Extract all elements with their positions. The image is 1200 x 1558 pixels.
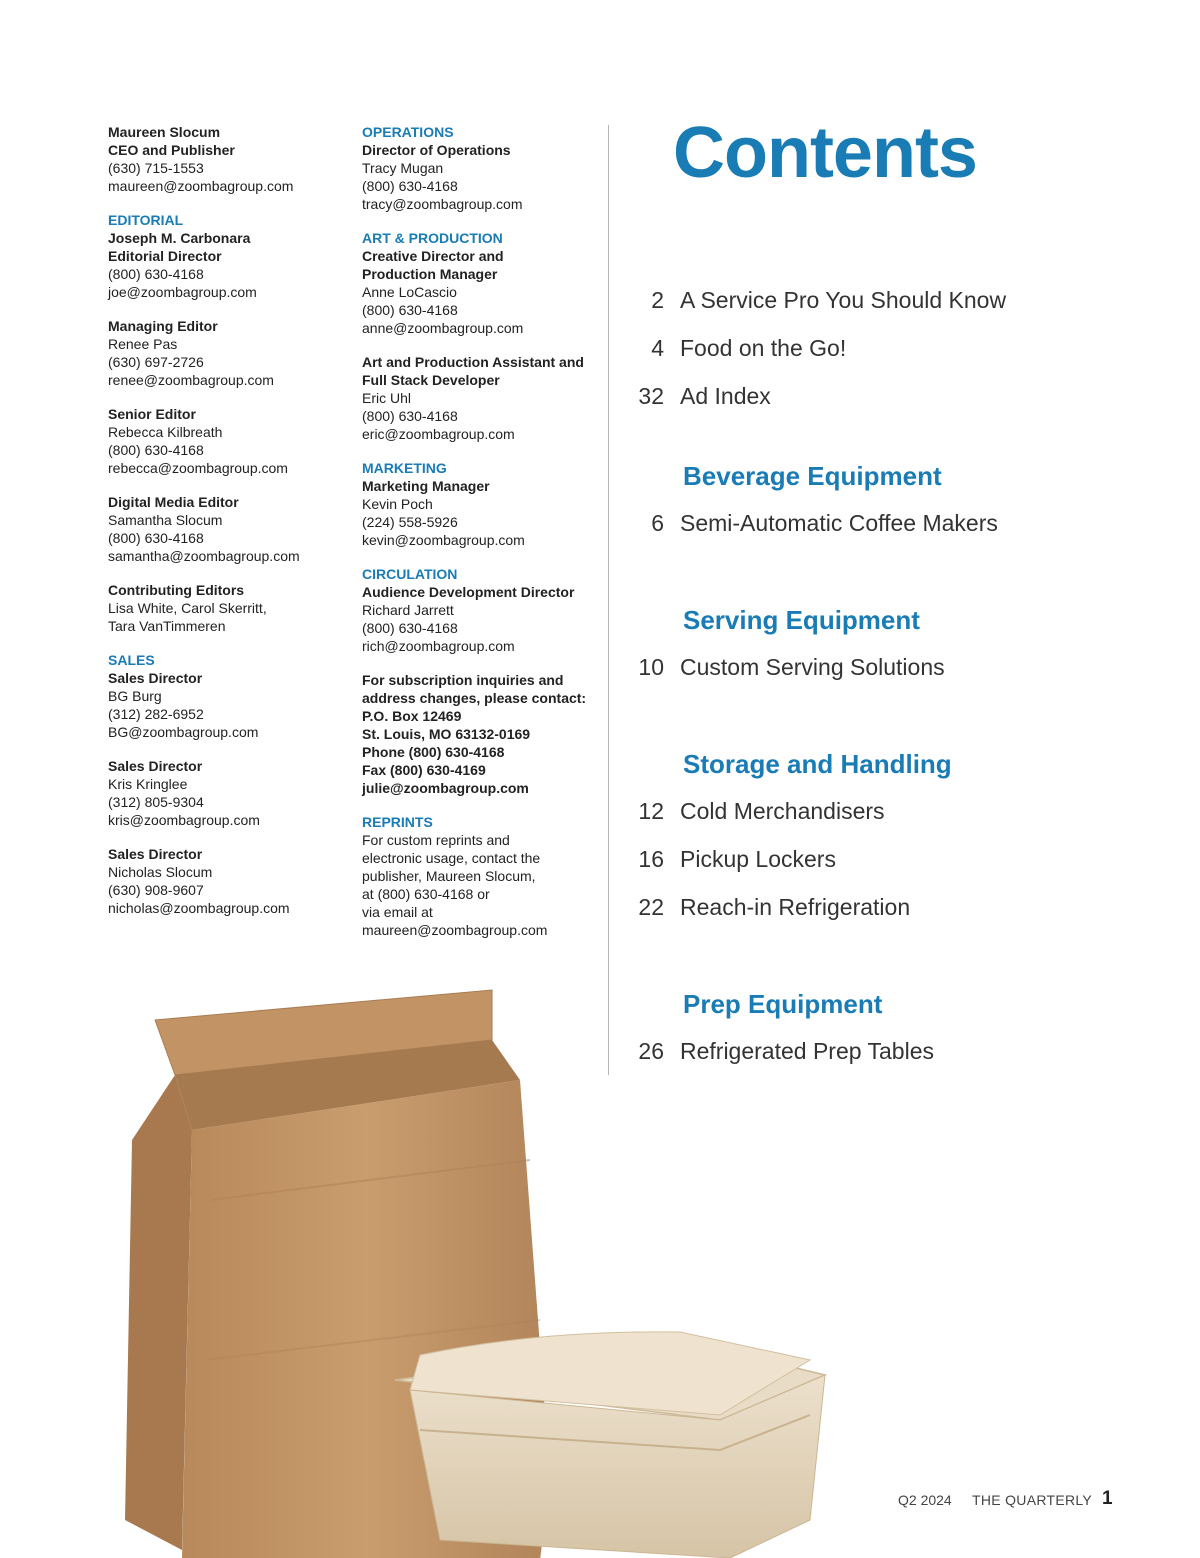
masthead-role: Fax (800) 630-4169 bbox=[362, 762, 486, 778]
masthead-detail: Eric Uhl bbox=[362, 390, 412, 406]
toc-entry[interactable] bbox=[620, 287, 1006, 319]
toc-title: A Service Pro You Should Know bbox=[680, 287, 1007, 313]
masthead-role: Director of Operations bbox=[362, 142, 511, 158]
masthead-role: Contributing Editors bbox=[108, 582, 245, 598]
masthead-role: Sales Director bbox=[108, 758, 203, 774]
masthead-block bbox=[108, 581, 348, 635]
masthead-detail: via email at bbox=[362, 904, 433, 920]
masthead-detail: Tracy Mugan bbox=[362, 160, 444, 176]
masthead-detail: tracy@zoombagroup.com bbox=[362, 196, 523, 212]
masthead-left-column bbox=[108, 123, 348, 933]
masthead-detail: (800) 630-4168 bbox=[362, 620, 458, 636]
masthead-detail: (312) 282-6952 bbox=[108, 706, 204, 722]
masthead-role: For subscription inquiries and bbox=[362, 672, 564, 688]
masthead-block bbox=[362, 459, 602, 549]
toc-page-number: 10 bbox=[638, 654, 664, 680]
toc-page-number: 2 bbox=[651, 287, 664, 313]
toc-entry[interactable] bbox=[620, 846, 836, 878]
masthead-role: Editorial Director bbox=[108, 248, 222, 264]
toc-category-heading: Beverage Equipment bbox=[683, 461, 942, 491]
masthead-role: Digital Media Editor bbox=[108, 494, 239, 510]
toc-title: Custom Serving Solutions bbox=[680, 654, 945, 680]
toc-title: Reach-in Refrigeration bbox=[680, 894, 911, 920]
masthead-detail: (630) 697-2726 bbox=[108, 354, 204, 370]
takeout-bag-illustration bbox=[120, 960, 840, 1558]
toc-title: Cold Merchandisers bbox=[680, 798, 885, 824]
masthead-role: Joseph M. Carbonara bbox=[108, 230, 251, 246]
masthead-role: Maureen Slocum bbox=[108, 124, 221, 140]
toc-entry[interactable] bbox=[620, 383, 771, 415]
masthead-role: julie@zoombagroup.com bbox=[362, 780, 529, 796]
masthead-section-heading: EDITORIAL bbox=[108, 212, 184, 228]
masthead-section-heading: CIRCULATION bbox=[362, 566, 458, 582]
toc-category-heading: Prep Equipment bbox=[683, 989, 883, 1019]
masthead-detail: kevin@zoombagroup.com bbox=[362, 532, 525, 548]
toc-entry[interactable] bbox=[620, 894, 910, 926]
masthead-block bbox=[362, 671, 602, 797]
toc-entry[interactable] bbox=[620, 510, 998, 542]
masthead-detail: rich@zoombagroup.com bbox=[362, 638, 515, 654]
toc-title: Pickup Lockers bbox=[680, 846, 836, 872]
masthead-detail: anne@zoombagroup.com bbox=[362, 320, 524, 336]
masthead-detail: BG@zoombagroup.com bbox=[108, 724, 259, 740]
takeout-container bbox=[395, 1332, 825, 1558]
toc-page-number: 32 bbox=[638, 383, 664, 409]
masthead-detail: kris@zoombagroup.com bbox=[108, 812, 260, 828]
masthead-block bbox=[108, 123, 348, 195]
masthead-block bbox=[108, 493, 348, 565]
masthead-detail: maureen@zoombagroup.com bbox=[362, 922, 548, 938]
masthead-detail: Tara VanTimmeren bbox=[108, 618, 226, 634]
masthead-section-heading: REPRINTS bbox=[362, 814, 433, 830]
toc-entry[interactable] bbox=[620, 335, 846, 367]
masthead-detail: electronic usage, contact the bbox=[362, 850, 541, 866]
masthead-role: Sales Director bbox=[108, 846, 203, 862]
masthead-section-heading: SALES bbox=[108, 652, 155, 668]
masthead-section-heading: ART & PRODUCTION bbox=[362, 230, 503, 246]
masthead-block bbox=[362, 123, 602, 213]
toc-page-number: 26 bbox=[638, 1038, 664, 1064]
masthead-role: St. Louis, MO 63132-0169 bbox=[362, 726, 531, 742]
toc-entry[interactable] bbox=[620, 654, 945, 686]
masthead-role: Full Stack Developer bbox=[362, 372, 500, 388]
masthead-block bbox=[108, 317, 348, 389]
masthead-detail: Rebecca Kilbreath bbox=[108, 424, 223, 440]
masthead-detail: Kevin Poch bbox=[362, 496, 433, 512]
masthead-detail: nicholas@zoombagroup.com bbox=[108, 900, 290, 916]
masthead-detail: eric@zoombagroup.com bbox=[362, 426, 515, 442]
masthead-detail: samantha@zoombagroup.com bbox=[108, 548, 300, 564]
masthead-detail: (800) 630-4168 bbox=[108, 266, 204, 282]
toc-title: Refrigerated Prep Tables bbox=[680, 1038, 934, 1064]
masthead-block bbox=[362, 813, 602, 939]
toc-page-number: 16 bbox=[638, 846, 664, 872]
masthead-detail: (800) 630-4168 bbox=[362, 408, 458, 424]
footer-publication: THE QUARTERLY bbox=[972, 1492, 1093, 1508]
masthead-role: CEO and Publisher bbox=[108, 142, 235, 158]
masthead-role: Sales Director bbox=[108, 670, 203, 686]
masthead-detail: publisher, Maureen Slocum, bbox=[362, 868, 536, 884]
toc-title: Ad Index bbox=[680, 383, 771, 409]
masthead-detail: (800) 630-4168 bbox=[108, 530, 204, 546]
masthead-role: Production Manager bbox=[362, 266, 498, 282]
masthead-detail: (630) 908-9607 bbox=[108, 882, 204, 898]
toc-page-number: 4 bbox=[651, 335, 664, 361]
masthead-block bbox=[108, 405, 348, 477]
masthead-detail: Samantha Slocum bbox=[108, 512, 223, 528]
masthead-detail: (800) 630-4168 bbox=[362, 178, 458, 194]
masthead-section-heading: OPERATIONS bbox=[362, 124, 454, 140]
masthead-role: P.O. Box 12469 bbox=[362, 708, 462, 724]
toc-page-number: 22 bbox=[638, 894, 664, 920]
masthead-section-heading: MARKETING bbox=[362, 460, 447, 476]
toc-page-number: 6 bbox=[651, 510, 664, 536]
column-divider bbox=[608, 125, 609, 1075]
masthead-detail: (224) 558-5926 bbox=[362, 514, 458, 530]
masthead-detail: Anne LoCascio bbox=[362, 284, 457, 300]
contents-title: Contents bbox=[673, 113, 977, 193]
masthead-role: Phone (800) 630-4168 bbox=[362, 744, 505, 760]
toc-category-heading: Storage and Handling bbox=[683, 749, 952, 779]
masthead-detail: joe@zoombagroup.com bbox=[108, 284, 257, 300]
masthead-detail: at (800) 630-4168 or bbox=[362, 886, 490, 902]
masthead-role: Senior Editor bbox=[108, 406, 196, 422]
toc-category-heading: Serving Equipment bbox=[683, 605, 920, 635]
masthead-detail: For custom reprints and bbox=[362, 832, 510, 848]
masthead-detail: (312) 805-9304 bbox=[108, 794, 204, 810]
masthead-middle-column bbox=[362, 123, 602, 955]
masthead-detail: renee@zoombagroup.com bbox=[108, 372, 274, 388]
masthead-detail: Renee Pas bbox=[108, 336, 178, 352]
toc-entry[interactable] bbox=[620, 798, 885, 830]
masthead-block bbox=[108, 845, 348, 917]
masthead-detail: Kris Kringlee bbox=[108, 776, 188, 792]
masthead-role: Marketing Manager bbox=[362, 478, 490, 494]
masthead-detail: Richard Jarrett bbox=[362, 602, 454, 618]
masthead-block bbox=[108, 651, 348, 741]
masthead-detail: rebecca@zoombagroup.com bbox=[108, 460, 288, 476]
masthead-block bbox=[108, 211, 348, 301]
masthead-role: Audience Development Director bbox=[362, 584, 575, 600]
masthead-detail: Lisa White, Carol Skerritt, bbox=[108, 600, 267, 616]
masthead-role: Creative Director and bbox=[362, 248, 504, 264]
footer-issue: Q2 2024 bbox=[898, 1492, 952, 1508]
masthead-block bbox=[362, 353, 602, 443]
masthead-block bbox=[108, 757, 348, 829]
masthead-detail: (630) 715-1553 bbox=[108, 160, 204, 176]
page-number: 1 bbox=[1102, 1488, 1113, 1509]
masthead-role: address changes, please contact: bbox=[362, 690, 587, 706]
masthead-detail: (800) 630-4168 bbox=[362, 302, 458, 318]
masthead-detail: Nicholas Slocum bbox=[108, 864, 213, 880]
masthead-role: Managing Editor bbox=[108, 318, 218, 334]
toc-title: Semi-Automatic Coffee Makers bbox=[680, 510, 998, 536]
masthead-block bbox=[362, 565, 602, 655]
masthead-role: Art and Production Assistant and bbox=[362, 354, 584, 370]
toc-title: Food on the Go! bbox=[680, 335, 847, 361]
masthead-detail: (800) 630-4168 bbox=[108, 442, 204, 458]
toc-page-number: 12 bbox=[638, 798, 664, 824]
masthead-detail: maureen@zoombagroup.com bbox=[108, 178, 294, 194]
masthead-block bbox=[362, 229, 602, 337]
masthead-detail: BG Burg bbox=[108, 688, 162, 704]
